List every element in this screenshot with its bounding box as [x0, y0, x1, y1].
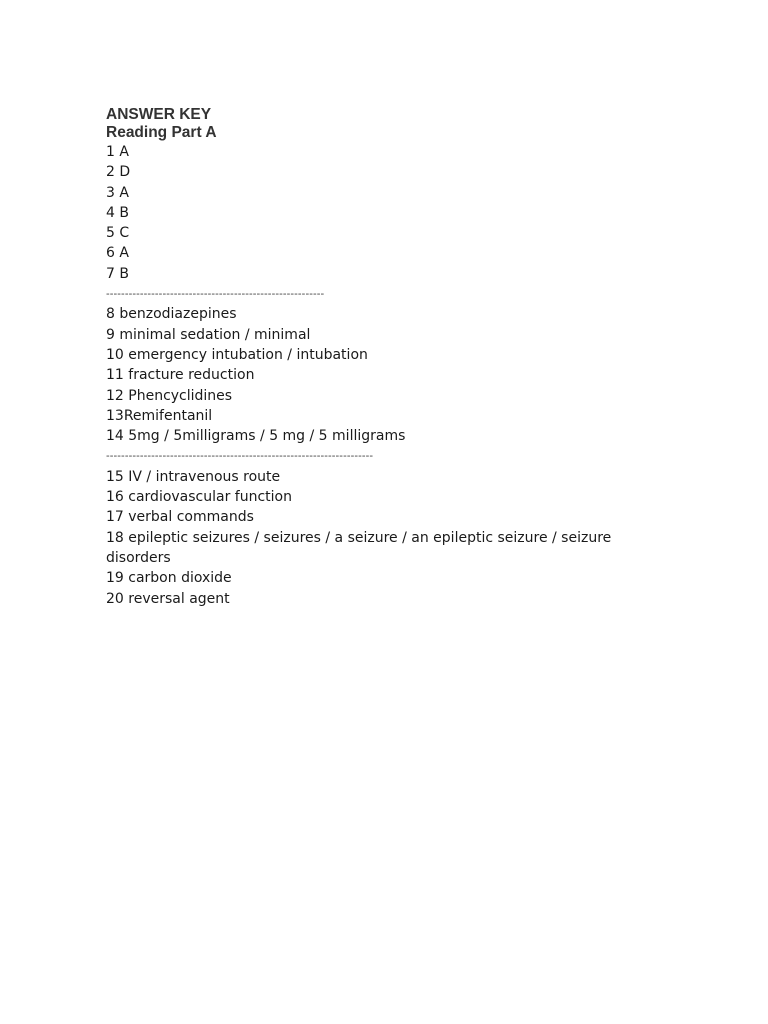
answer-line: 11 fracture reduction	[106, 367, 255, 384]
answer-line: 9 minimal sedation / minimal	[106, 326, 311, 343]
answer-line: 13Remifentanil	[106, 407, 213, 424]
answer-line: 10 emergency intubation / intubation	[106, 346, 368, 363]
answer-line: 19 carbon dioxide	[106, 570, 232, 587]
answer-line: 20 reversal agent	[106, 590, 230, 607]
answer-line: 15 IV / intravenous route	[106, 468, 281, 485]
answer-line: 14 5mg / 5milligrams / 5 mg / 5 milligrams	[106, 428, 406, 445]
answer-list-part-2	[106, 304, 726, 446]
answer-line: 8 benzodiazepines	[106, 306, 237, 323]
section-subtitle: Reading Part A	[106, 124, 217, 141]
answer-line: 4 B	[106, 204, 129, 221]
answer-line: 5 C	[106, 225, 130, 242]
answer-line: 18 epileptic seizures / seizures / a seizure / an epileptic seizure / seizure disorders	[106, 529, 612, 566]
answer-line: 12 Phencyclidines	[106, 387, 233, 404]
answer-line: 2 D	[106, 164, 131, 181]
answer-line: 16 cardiovascular function	[106, 489, 292, 506]
answer-line: 6 A	[106, 245, 129, 262]
dashed-separator: ----------------------------------------------------------	[106, 288, 325, 301]
answer-list-part-1	[106, 142, 726, 284]
answer-line: 1 A	[106, 144, 129, 160]
dashed-separator: -----------------------------------------------------------------------	[106, 450, 374, 463]
answer-line: 3 A	[106, 184, 129, 201]
answer-key-page	[106, 106, 726, 609]
document-title: ANSWER KEY	[106, 106, 212, 123]
answer-line: 17 verbal commands	[106, 509, 254, 526]
answer-list-part-3	[106, 467, 726, 609]
answer-line: 7 B	[106, 265, 129, 282]
